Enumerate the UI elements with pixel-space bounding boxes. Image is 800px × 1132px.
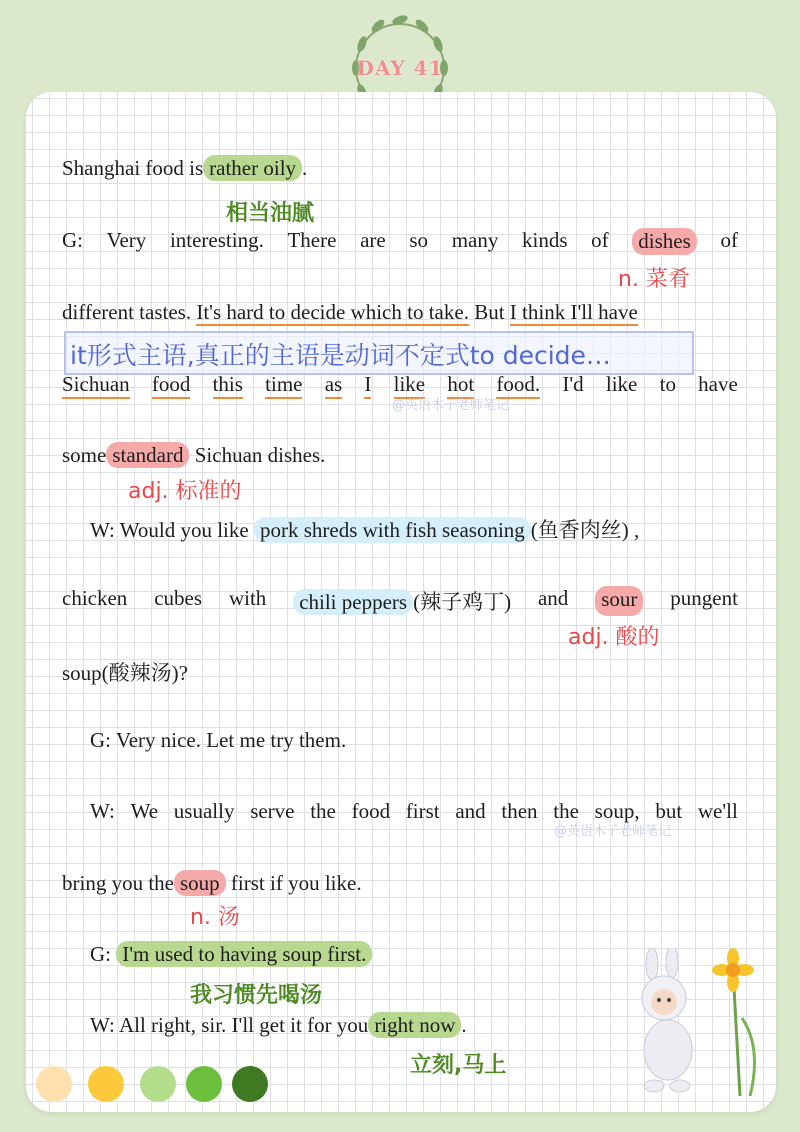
text-line: bring you the soup first if you like.	[62, 871, 362, 895]
text-line: W: All right, sir. I'll get it for you right now .	[90, 1013, 467, 1037]
highlight-pork-shreds: pork shreds with fish seasoning	[254, 517, 531, 543]
highlight-dishes: dishes	[632, 228, 697, 255]
bunny-daffodil-illustration	[622, 948, 772, 1098]
highlight-chili-peppers: chili peppers	[293, 589, 413, 615]
highlight-rather-oily: rather oily	[203, 155, 302, 181]
text-line: G: Very interesting. There are so many kinds of dishes of	[62, 228, 738, 253]
highlight-sour: sour	[595, 586, 643, 616]
palette-swatch	[232, 1066, 268, 1102]
annotation-soup: n. 汤	[190, 905, 240, 930]
text-line: W: Would you like pork shreds with fish seasoning (鱼香肉丝) ,	[90, 518, 640, 542]
daffodil-icon	[712, 948, 755, 1096]
text-line: W: We usually serve the food first and then the soup, but we'll	[90, 799, 738, 823]
annotation-used-to: 我习惯先喝汤	[190, 983, 323, 1008]
highlight-used-to: I'm used to having soup first.	[116, 941, 372, 967]
watermark: @英语木子老师笔记	[554, 824, 672, 839]
annotation-sour: adj. 酸的	[568, 625, 660, 650]
palette-swatch	[88, 1066, 124, 1102]
watermark: @英语木子老师笔记	[392, 398, 510, 413]
palette-swatch	[140, 1066, 176, 1102]
palette-swatch	[186, 1066, 222, 1102]
day-badge: DAY 41	[356, 56, 444, 80]
text-line: Sichuan food this time as I like hot food. I'd like to have	[62, 372, 738, 399]
bunny-icon	[642, 948, 692, 1092]
text-line: Shanghai food is rather oily .	[62, 156, 308, 180]
text-line: G: I'm used to having soup first.	[90, 942, 372, 967]
annotation-rather-oily: 相当油腻	[226, 201, 315, 226]
highlight-standard: standard	[106, 442, 189, 468]
underline-hard-to-decide: It's hard to decide which to take.	[196, 300, 469, 324]
highlight-right-now: right now	[368, 1012, 461, 1038]
text-line: G: Very nice. Let me try them.	[90, 728, 347, 752]
annotation-dishes: n. 菜肴	[618, 267, 690, 292]
annotation-right-now: 立刻,马上	[410, 1053, 507, 1078]
annotation-standard: adj. 标准的	[128, 479, 242, 504]
palette-swatch	[36, 1066, 72, 1102]
annotation-it-subject: it形式主语,真正的主语是动词不定式to decide…	[70, 341, 611, 370]
text-line: some standard Sichuan dishes.	[62, 443, 326, 467]
underline-i-think: I think I'll have	[509, 300, 638, 324]
text-line: soup(酸辣汤)?	[62, 661, 188, 685]
text-line: different tastes. It's hard to decide which to take. But I think I'll have	[62, 300, 638, 324]
text-line: chicken cubes with chili peppers (辣子鸡丁) and sour pungent	[62, 586, 738, 614]
highlight-soup: soup	[174, 870, 226, 896]
